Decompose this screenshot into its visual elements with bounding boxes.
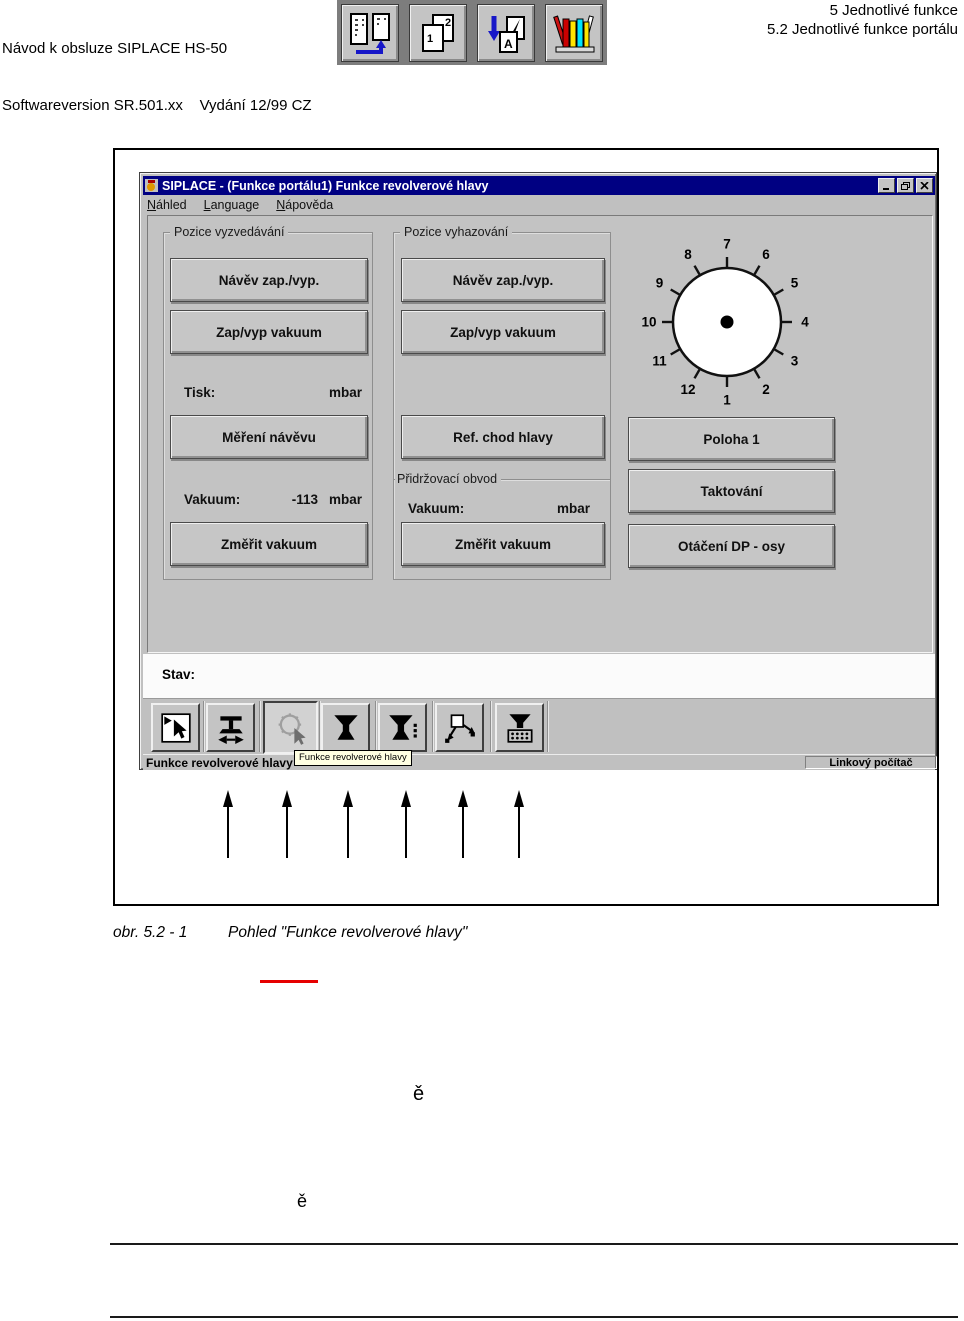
vacuum-label: Vakuum: (184, 492, 241, 507)
svg-text:2: 2 (762, 382, 770, 398)
svg-text:6: 6 (762, 246, 770, 262)
toolbar-feeder-button[interactable] (495, 703, 544, 752)
pointer-arrow (400, 790, 411, 858)
client-area (147, 215, 933, 653)
pickup-vacuum-on-off-button[interactable]: Zap/vyp vakuum (170, 310, 368, 354)
svg-text:1: 1 (723, 392, 731, 408)
eject-vacuum-on-off-button[interactable]: Zap/vyp vakuum (401, 310, 605, 354)
group-eject-position (393, 225, 611, 580)
svg-text:10: 10 (641, 314, 657, 330)
header-left (2, 1, 312, 153)
toolbar-axes-button[interactable] (435, 703, 484, 752)
eject-ref-run-button[interactable]: Ref. chod hlavy (401, 415, 605, 459)
vacuum-label: Vakuum: (408, 501, 465, 516)
sort-document-icon[interactable] (477, 4, 535, 62)
figure-label: obr. 5.2 - 1 (113, 924, 188, 941)
rotate-dp-axis-button[interactable]: Otáčení DP - osy (628, 524, 835, 568)
eject-vacuum-row (408, 501, 590, 516)
pointer-arrow (222, 790, 233, 858)
svg-text:A: A (504, 36, 513, 51)
toolbar-pointer-button[interactable] (151, 703, 200, 752)
pipette-icon (329, 711, 363, 745)
svg-text:11: 11 (652, 353, 667, 369)
svg-text:9: 9 (655, 275, 664, 291)
toolbar-separator (259, 701, 260, 752)
window-status-bar (143, 754, 935, 770)
close-icon[interactable] (916, 178, 933, 193)
window-title: SIPLACE - (Funkce portálu1) Funkce revolverové hlavy (162, 178, 489, 193)
pointer-arrow (457, 790, 468, 858)
svg-text:7: 7 (723, 236, 731, 252)
pointer-arrow (281, 790, 292, 858)
holding-circuit-label: Přidržovací obvod (395, 472, 501, 487)
document-pages-icon[interactable] (409, 4, 467, 62)
footer-rule (110, 1316, 958, 1318)
header-right (767, 1, 958, 39)
pointer-arrow (513, 790, 524, 858)
restore-icon[interactable] (897, 178, 914, 193)
revolver-head-gear-icon (273, 710, 309, 746)
pickup-measure-blow-button[interactable]: Měření návěvu (170, 415, 368, 459)
pickup-blow-on-off-button[interactable]: Návěv zap./vyp. (170, 258, 368, 302)
toolbar-revolver-head-button[interactable] (263, 701, 318, 754)
red-underline (260, 980, 318, 983)
svg-text:12: 12 (680, 382, 696, 398)
minimize-icon[interactable] (878, 178, 895, 193)
menu-language[interactable]: Language (203, 198, 260, 212)
vacuum-value: -113 (291, 492, 318, 507)
toolbar-separator (203, 701, 204, 752)
group-pickup-title: Pozice vyzvedávání (170, 225, 288, 240)
svg-text:5: 5 (790, 275, 799, 291)
footer-rule (110, 1243, 958, 1245)
pointer-arrow (342, 790, 353, 858)
eject-blow-on-off-button[interactable]: Návěv zap./vyp. (401, 258, 605, 302)
toolbar-separator (319, 701, 320, 752)
pressure-unit: mbar (328, 385, 362, 400)
status-bar-view-name: Funkce revolverové hlavy (146, 756, 293, 770)
pickup-measure-vacuum-button[interactable]: Změřit vakuum (170, 522, 368, 566)
figure-frame (113, 148, 939, 906)
position-1-button[interactable]: Poloha 1 (628, 417, 835, 461)
status-strip (143, 654, 935, 699)
portal-icon (214, 711, 248, 745)
siplace-window (139, 172, 937, 770)
svg-text:3: 3 (790, 353, 799, 369)
svg-text:2: 2 (445, 16, 452, 29)
svg-text:4: 4 (801, 314, 809, 330)
toolbar-pipette-button[interactable] (321, 703, 370, 752)
toolbar-portal-button[interactable] (206, 703, 255, 752)
axes-icon (443, 711, 477, 745)
position-dial (635, 230, 819, 414)
chapter-title: 5 Jednotlivé funkce (829, 2, 958, 19)
pointer-icon (159, 711, 193, 745)
toolbar-separator (490, 701, 491, 752)
eject-measure-vacuum-button[interactable]: Změřit vakuum (401, 522, 605, 566)
feeder-icon (503, 711, 537, 745)
menu-napoveda[interactable]: Nápověda (276, 198, 334, 212)
group-eject-title: Pozice vyhazování (400, 225, 512, 240)
pipette-eject-icon (386, 711, 420, 745)
toolbar-separator (547, 701, 548, 752)
books-icon[interactable] (545, 4, 603, 62)
group-pickup-position (163, 225, 373, 580)
software-version: Softwareversion SR.501.xx Vydání 12/99 CZ (2, 97, 312, 114)
menu-nahled[interactable]: Náhled (147, 198, 187, 212)
vacuum-unit: mbar (556, 501, 590, 516)
pressure-label: Tisk: (184, 385, 216, 400)
window-toolbar (143, 699, 935, 754)
stray-glyph: ě (413, 1083, 425, 1105)
svg-text:8: 8 (684, 246, 692, 262)
toolbar-pipette-eject-button[interactable] (378, 703, 427, 752)
machine-panels-icon[interactable] (341, 4, 399, 62)
status-bar-computer: Linkový počítač (805, 756, 937, 769)
toolbar-tooltip: Funkce revolverové hlavy (294, 750, 412, 766)
pickup-pressure-row (184, 385, 362, 400)
title-bar[interactable] (143, 176, 935, 195)
cycle-step-button[interactable]: Taktování (628, 469, 835, 513)
menu-bar (144, 196, 934, 214)
stray-glyph: ě (297, 1191, 308, 1211)
toolbar-separator (432, 701, 433, 752)
status-label: Stav: (162, 667, 196, 682)
siplace-app-icon (145, 179, 158, 192)
manual-title: Návod k obsluze SIPLACE HS-50 (2, 40, 228, 57)
toolbar-separator (375, 701, 376, 752)
vacuum-unit: mbar (328, 492, 362, 507)
figure-caption: Pohled "Funkce revolverové hlavy" (228, 924, 468, 941)
pickup-vacuum-row (184, 492, 362, 507)
header-icon-bar (337, 0, 607, 65)
section-title: 5.2 Jednotlivé funkce portálu (767, 21, 958, 38)
svg-text:1: 1 (427, 32, 434, 45)
